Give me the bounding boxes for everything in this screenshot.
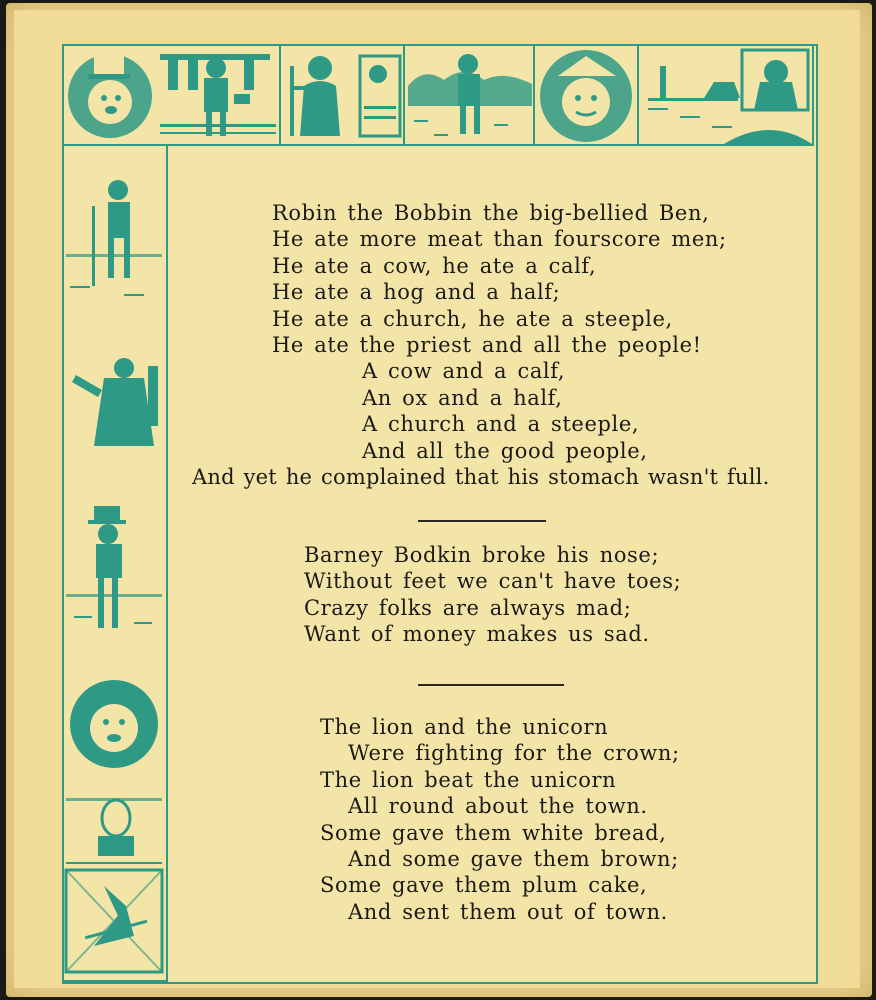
poem-line: Crazy folks are always mad; [304, 595, 632, 620]
poem-line: All round about the town. [348, 794, 648, 819]
poem-line: Were fighting for the crown; [348, 741, 680, 766]
poem-line: Barney Bodkin broke his nose; [304, 543, 660, 567]
poem-text-area [168, 146, 814, 980]
poem-line: A cow and a calf, [362, 359, 566, 384]
poem-line: He ate a cow, he ate a calf, [272, 253, 597, 278]
cat-armchair-icon [72, 358, 158, 446]
poem-line: Want of money makes us sad. [304, 622, 650, 647]
humpty-dumpty-icon [66, 798, 162, 864]
poem-line: Some gave them plum cake, [320, 873, 648, 898]
poem-lion-and-unicorn [320, 714, 680, 925]
poem-line: He ate more meat than fourscore men; [272, 227, 727, 252]
section-divider [418, 520, 546, 522]
poem-robin-the-bobbin [168, 200, 814, 490]
top-illustrations [64, 46, 812, 144]
poem-line: An ox and a half, [362, 385, 563, 410]
poem-barney-bodkin [304, 542, 681, 648]
poem-line: Some gave them white bread, [320, 820, 667, 845]
poem-line: And all the good people, [362, 438, 648, 463]
poem-line: And some gave them brown; [348, 847, 679, 872]
poem-line: And sent them out of town. [348, 899, 668, 924]
poem-line: Robin the Bobbin the big-bellied Ben, [272, 201, 710, 225]
poem-line: He ate a hog and a half; [272, 280, 561, 305]
poem-line: Without feet we can't have toes; [304, 569, 682, 594]
poem-line: The lion and the unicorn [320, 715, 609, 739]
poem-line: The lion beat the unicorn [320, 767, 617, 792]
pig-portrait-circle-icon [70, 680, 158, 768]
poem-line: A church and a steeple, [362, 412, 640, 437]
dog-with-cane-icon [66, 180, 162, 296]
dog-top-hat-icon [66, 506, 162, 628]
portrait-circle-left-icon [68, 54, 152, 138]
poem-line: And yet he complained that his stomach wasn't full. [192, 465, 770, 490]
witch-broom-icon [66, 870, 162, 972]
left-illustrations [64, 146, 166, 980]
portrait-circle-right-icon [540, 50, 632, 142]
poem-line: He ate a church, he ate a steeple, [272, 306, 673, 331]
section-divider [418, 684, 564, 686]
poem-line: He ate the priest and all the people! [272, 333, 702, 358]
